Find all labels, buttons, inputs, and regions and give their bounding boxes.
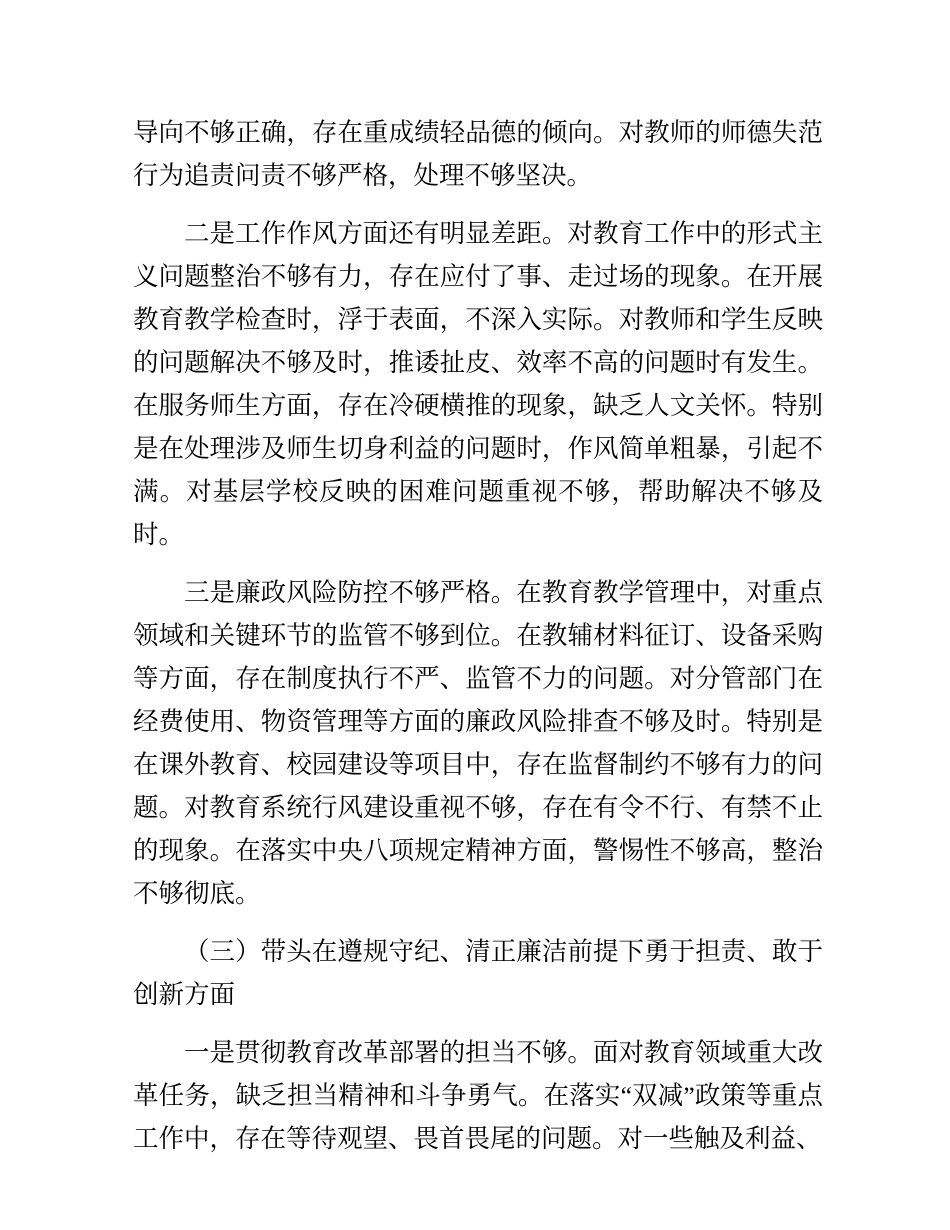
document-text-block bbox=[133, 111, 823, 1160]
paragraph-continuation: 导向不够正确，存在重成绩轻品德的倾向。对教师的师德失范行为追责问责不够严格，处理不够坚决。 bbox=[133, 118, 823, 190]
paragraph-work-style: 二是工作作风方面还有明显差距。对教育工作中的形式主义问题整治不够有力，存在应付了事、走过场的现象。在开展教育教学检查时，浮于表面，不深入实际。对教师和学生反映的问题解决不够及时，推诿扯皮、效率不高的问题时有发生。在服务师生方面，存在冷硬横推的现象，缺乏人文关怀。特别是在处理涉及师生切身利益的问题时，作风简单粗暴，引起不满。对基层学校反映的困难问题重视不够，帮助解决不够及时。 bbox=[133, 219, 823, 549]
paragraph-integrity-risk: 三是廉政风险防控不够严格。在教育教学管理中，对重点领域和关键环节的监管不够到位。在教辅材料征订、设备采购等方面，存在制度执行不严、监管不力的问题。对分管部门在经费使用、物资管理等方面的廉政风险排查不够及时。特别是在课外教育、校园建设等项目中，存在监督制约不够有力的问题。对教育系统行风建设重视不够，存在有令不行、有禁不止的现象。在落实中央八项规定精神方面，警惕性不够高，整治不够彻底。 bbox=[133, 578, 823, 908]
paragraph-reform-duty: 一是贯彻教育改革部署的担当不够。面对教育领域重大改革任务，缺乏担当精神和斗争勇气。在落实“双减”政策等重点工作中，存在等待观望、畏首畏尾的问题。对一些触及利益、 bbox=[133, 1038, 823, 1153]
section-heading: （三）带头在遵规守纪、清正廉洁前提下勇于担责、敢于创新方面 bbox=[133, 937, 823, 1009]
